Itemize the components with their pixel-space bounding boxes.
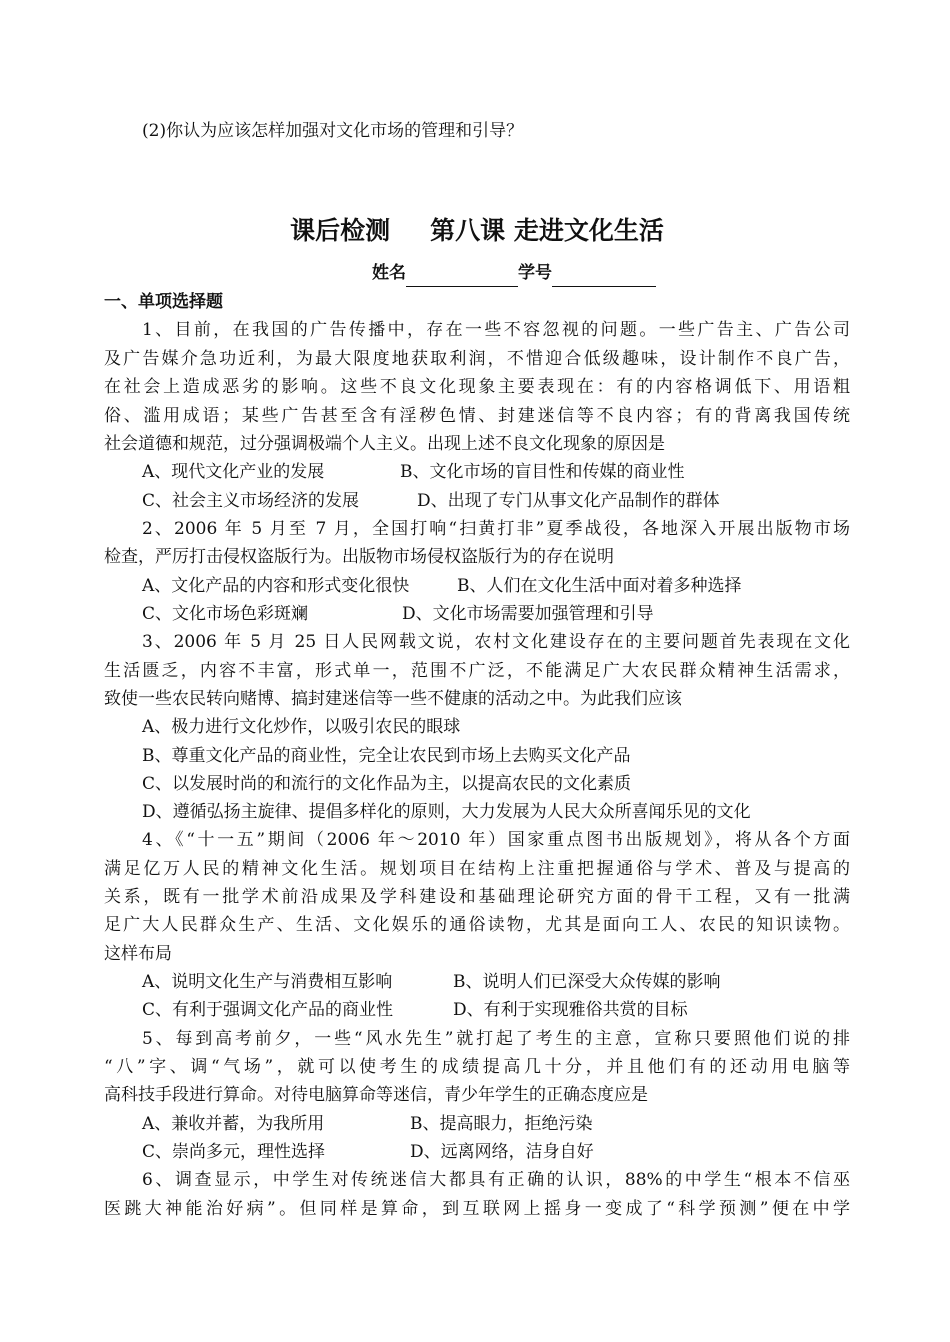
q4-line-5: 这样布局 [104, 944, 172, 964]
q5-option-b: B、提高眼力，拒绝污染 [410, 1114, 593, 1134]
q4-option-a: A、说明文化生产与消费相互影响 [142, 972, 393, 992]
title-left: 课后检测 [290, 216, 391, 245]
q3-option-d: D、遵循弘扬主旋律、提倡多样化的原则，大力发展为人民大众所喜闻乐见的文化 [142, 802, 751, 822]
q6-line-2: 医跳大神能治好病”。但同样是算命，到互联网上摇身一变成了“科学预测”便在中学 [104, 1199, 850, 1219]
q3-option-b: B、尊重文化产品的商业性，完全让农民到市场上去购买文化产品 [142, 746, 631, 766]
q3-option-a: A、极力进行文化炒作，以吸引农民的眼球 [142, 717, 461, 737]
q1-line-5: 社会道德和规范，过分强调极端个人主义。出现上述不良文化现象的原因是 [104, 434, 665, 454]
q2-option-a: A、文化产品的内容和形式变化很快 [142, 576, 410, 596]
q3-line-1: 3、2006 年 5 月 25 日人民网载文说，农村文化建设存在的主要问题首先表现在文化 [142, 632, 850, 652]
id-label: 学号 [518, 263, 552, 283]
q2-option-d: D、文化市场需要加强管理和引导 [402, 604, 654, 624]
q2-line-1: 2、2006 年 5 月至 7 月，全国打响“扫黄打非”夏季战役，各地深入开展出版物市场 [142, 519, 850, 539]
q3-option-c: C、以发展时尚的和流行的文化作品为主，以提高农民的文化素质 [142, 774, 632, 794]
q5-option-d: D、远离网络，洁身自好 [410, 1142, 594, 1162]
page-title [104, 213, 850, 249]
id-blank [552, 268, 656, 287]
q4-option-d: D、有利于实现雅俗共赏的目标 [453, 1000, 688, 1020]
name-blank [406, 268, 518, 287]
q5-line-1: 5、每到高考前夕，一些“风水先生”就打起了考生的主意，宣称只要照他们说的排 [142, 1029, 850, 1049]
q2-option-b: B、人们在文化生活中面对着多种选择 [457, 576, 742, 596]
q1-option-d: D、出现了专门从事文化产品制作的群体 [417, 491, 720, 511]
q1-option-a: A、现代文化产业的发展 [142, 462, 325, 482]
section-heading: 一、单项选择题 [104, 292, 223, 312]
name-label: 姓名 [372, 263, 406, 283]
q5-option-a: A、兼收并蓄，为我所用 [142, 1114, 325, 1134]
q4-option-c: C、有利于强调文化产品的商业性 [142, 1000, 394, 1020]
q4-option-b: B、说明人们已深受大众传媒的影响 [453, 972, 721, 992]
q1-option-c: C、社会主义市场经济的发展 [142, 491, 360, 511]
q4-line-1: 4、《“十一五”期间（2006 年～2010 年）国家重点图书出版规划》，将从各个方面 [142, 830, 850, 850]
q4-line-3: 关系，既有一批学术前沿成果及学科建设和基础理论研究方面的骨干工程，又有一批满 [104, 887, 850, 907]
q1-line-3: 在社会上造成恶劣的影响。这些不良文化现象主要表现在：有的内容格调低下、用语粗 [104, 377, 850, 397]
q3-line-3: 致使一些农民转向赌博、搞封建迷信等一些不健康的活动之中。为此我们应该 [104, 689, 682, 709]
q5-option-c: C、崇尚多元，理性选择 [142, 1142, 326, 1162]
q5-line-3: 高科技手段进行算命。对待电脑算命等迷信，青少年学生的正确态度应是 [104, 1085, 648, 1105]
q1-option-b: B、文化市场的盲目性和传媒的商业性 [400, 462, 685, 482]
q2-option-c: C、文化市场色彩斑斓 [142, 604, 309, 624]
q2-line-2: 检查，严厉打击侵权盗版行为。出版物市场侵权盗版行为的存在说明 [104, 547, 614, 567]
q1-line-4: 俗、滥用成语；某些广告甚至含有淫秽色情、封建迷信等不良内容；有的背离我国传统 [104, 406, 850, 426]
q1-line-2: 及广告媒介急功近利，为最大限度地获取利润，不惜迎合低级趣味，设计制作不良广告， [104, 349, 850, 369]
title-right: 第八课 走进文化生活 [430, 216, 664, 245]
q4-line-2: 满足亿万人民的精神文化生活。规划项目在结构上注重把握通俗与学术、普及与提高的 [104, 859, 850, 879]
q3-line-2: 生活匮乏，内容不丰富，形式单一，范围不广泛，不能满足广大农民群众精神生活需求， [104, 661, 850, 681]
follow-up-question: (2)你认为应该怎样加强对文化市场的管理和引导？ [142, 121, 524, 141]
q6-line-1: 6、调查显示，中学生对传统迷信大都具有正确的认识，88%的中学生“根本不信巫 [142, 1170, 850, 1190]
q4-line-4: 足广大人民群众生产、生活、文化娱乐的通俗读物，尤其是面向工人、农民的知识读物。 [104, 915, 850, 935]
q5-line-2: “八”字、调“气场”，就可以使考生的成绩提高几十分，并且他们有的还动用电脑等 [104, 1057, 850, 1077]
q1-line-1: 1、目前，在我国的广告传播中，存在一些不容忽视的问题。一些广告主、广告公司 [142, 320, 850, 340]
name-id-line [372, 259, 656, 287]
